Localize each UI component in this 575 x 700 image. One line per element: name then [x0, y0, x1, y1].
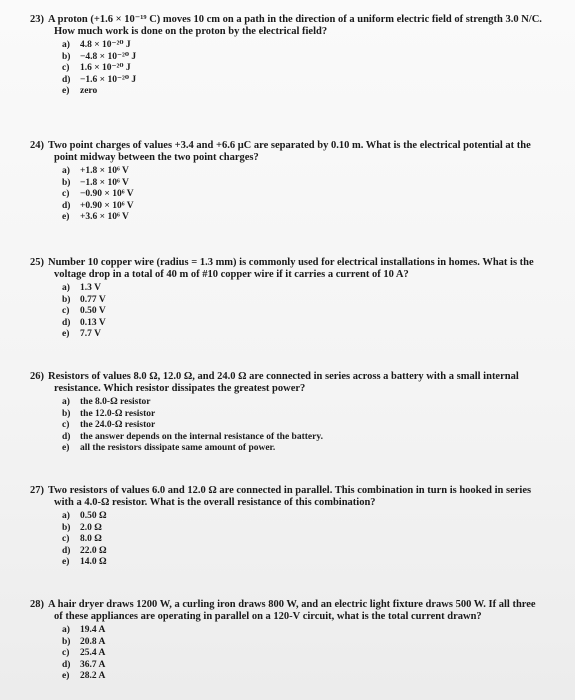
- option-text: 22.0 Ω: [80, 545, 107, 556]
- option-e[interactable]: [62, 671, 105, 683]
- option-text: 0.13 V: [80, 317, 106, 328]
- question-line-1: A proton (+1.6 × 10⁻¹⁹ C) moves 10 cm on a path in the direction of a uniform electric field of strength 3.0 N/C.: [48, 14, 542, 25]
- question-number: 28): [30, 599, 44, 610]
- option-a[interactable]: [62, 283, 106, 295]
- answer-options: [62, 166, 134, 224]
- option-b[interactable]: [62, 178, 134, 190]
- option-text: 1.6 × 10⁻²⁰ J: [80, 63, 131, 74]
- option-text: 1.3 V: [80, 283, 101, 293]
- option-letter: d): [62, 431, 71, 442]
- option-text: −0.90 × 10⁶ V: [80, 189, 134, 200]
- option-letter: e): [62, 212, 70, 223]
- option-text: −1.8 × 10⁶ V: [80, 177, 129, 188]
- option-a[interactable]: [62, 397, 323, 409]
- option-letter: c): [62, 63, 70, 74]
- answer-options: [62, 283, 106, 341]
- option-c[interactable]: [62, 420, 323, 432]
- option-d[interactable]: [62, 201, 134, 213]
- option-e[interactable]: [62, 329, 106, 341]
- option-d[interactable]: [62, 660, 105, 672]
- option-e[interactable]: [62, 557, 107, 569]
- option-b[interactable]: [62, 409, 323, 421]
- option-letter: d): [62, 74, 71, 85]
- answer-options: [62, 397, 323, 455]
- option-letter: b): [62, 408, 71, 419]
- option-b[interactable]: [62, 637, 105, 649]
- option-text: the 8.0-Ω resistor: [80, 397, 151, 407]
- option-text: +1.8 × 10⁶ V: [80, 166, 129, 176]
- question-number: 25): [30, 257, 44, 268]
- option-a[interactable]: [62, 166, 134, 178]
- option-letter: b): [62, 636, 71, 647]
- option-c[interactable]: [62, 648, 105, 660]
- option-letter: c): [62, 534, 70, 545]
- option-text: zero: [80, 86, 98, 97]
- question-text: [30, 140, 570, 164]
- option-text: 4.8 × 10⁻²⁰ J: [80, 40, 131, 50]
- question-text: [30, 485, 570, 509]
- option-a[interactable]: [62, 625, 105, 637]
- option-letter: d): [62, 200, 71, 211]
- option-letter: d): [62, 659, 71, 670]
- answer-options: [62, 625, 105, 683]
- option-a[interactable]: [62, 40, 136, 52]
- option-text: 8.0 Ω: [80, 534, 102, 545]
- option-letter: a): [62, 166, 70, 176]
- question-line-2: of these appliances are operating in parallel on a 120-V circuit, what is the total current drawn?: [54, 611, 482, 622]
- option-letter: a): [62, 625, 70, 635]
- option-text: 36.7 A: [80, 659, 106, 670]
- option-d[interactable]: [62, 546, 107, 558]
- option-c[interactable]: [62, 306, 106, 318]
- option-letter: a): [62, 283, 70, 293]
- option-letter: b): [62, 522, 71, 533]
- option-d[interactable]: [62, 432, 323, 444]
- option-text: 7.7 V: [80, 329, 101, 340]
- option-text: 0.50 Ω: [80, 511, 107, 521]
- answer-options: [62, 511, 107, 569]
- option-text: −4.8 × 10⁻²⁰ J: [80, 51, 137, 62]
- option-c[interactable]: [62, 63, 136, 75]
- question-number: 23): [30, 14, 44, 25]
- option-letter: d): [62, 317, 71, 328]
- question-line-2: voltage drop in a total of 40 m of #10 copper wire if it carries a current of 10 A?: [54, 269, 409, 280]
- option-text: 25.4 A: [80, 648, 106, 659]
- option-b[interactable]: [62, 52, 136, 64]
- option-letter: a): [62, 397, 70, 407]
- question-line-1: A hair dryer draws 1200 W, a curling iron draws 800 W, and an electric light fixture draws 500 W. If all three: [48, 599, 536, 610]
- option-text: +0.90 × 10⁶ V: [80, 200, 134, 211]
- option-c[interactable]: [62, 534, 107, 546]
- question-line-2: resistance. Which resistor dissipates the greatest power?: [54, 383, 306, 394]
- question-line-2: How much work is done on the proton by the electrical field?: [54, 26, 328, 37]
- option-letter: e): [62, 329, 70, 340]
- option-text: all the resistors dissipate same amount of power.: [80, 443, 276, 454]
- option-text: the 24.0-Ω resistor: [80, 420, 156, 431]
- option-text: 0.77 V: [80, 294, 106, 305]
- option-letter: e): [62, 86, 70, 97]
- option-c[interactable]: [62, 189, 134, 201]
- question-text: [30, 371, 570, 395]
- option-letter: c): [62, 189, 70, 200]
- option-text: 0.50 V: [80, 306, 106, 317]
- question-line-2: with a 4.0-Ω resistor. What is the overall resistance of this combination?: [54, 497, 376, 508]
- option-e[interactable]: [62, 443, 323, 455]
- option-e[interactable]: [62, 86, 136, 98]
- question-line-2: point midway between the two point charges?: [54, 152, 259, 163]
- option-b[interactable]: [62, 295, 106, 307]
- option-letter: e): [62, 557, 70, 568]
- question-text: [30, 257, 570, 281]
- question-line-1: Two resistors of values 6.0 and 12.0 Ω are connected in parallel. This combination in turn is hooked in series: [48, 485, 532, 496]
- question-number: 26): [30, 371, 44, 382]
- option-a[interactable]: [62, 511, 107, 523]
- question-text: [30, 14, 570, 38]
- option-letter: b): [62, 51, 71, 62]
- question-line-1: Resistors of values 8.0 Ω, 12.0 Ω, and 24.0 Ω are connected in series across a battery with a small internal: [48, 371, 519, 382]
- answer-options: [62, 40, 136, 98]
- option-letter: c): [62, 306, 70, 317]
- option-b[interactable]: [62, 523, 107, 535]
- option-letter: a): [62, 40, 70, 50]
- option-text: 28.2 A: [80, 671, 106, 682]
- option-text: 19.4 A: [80, 625, 106, 635]
- question-line-1: Number 10 copper wire (radius = 1.3 mm) is commonly used for electrical installations in homes. What is the: [48, 257, 534, 268]
- question-number: 27): [30, 485, 44, 496]
- option-text: +3.6 × 10⁶ V: [80, 212, 129, 223]
- question-line-1: Two point charges of values +3.4 and +6.6 μC are separated by 0.10 m. What is the electrical potential at the: [48, 140, 531, 151]
- option-letter: b): [62, 177, 71, 188]
- option-letter: a): [62, 511, 70, 521]
- option-letter: b): [62, 294, 71, 305]
- question-text: [30, 599, 570, 623]
- option-text: 20.8 A: [80, 636, 106, 647]
- option-text: the 12.0-Ω resistor: [80, 408, 156, 419]
- option-letter: d): [62, 545, 71, 556]
- option-letter: e): [62, 671, 70, 682]
- option-text: the answer depends on the internal resistance of the battery.: [80, 431, 323, 442]
- option-d[interactable]: [62, 75, 136, 87]
- option-d[interactable]: [62, 318, 106, 330]
- option-text: −1.6 × 10⁻²⁰ J: [80, 74, 137, 85]
- option-letter: c): [62, 420, 70, 431]
- question-number: 24): [30, 140, 44, 151]
- option-text: 2.0 Ω: [80, 522, 102, 533]
- option-text: 14.0 Ω: [80, 557, 107, 568]
- option-letter: c): [62, 648, 70, 659]
- option-e[interactable]: [62, 212, 134, 224]
- option-letter: e): [62, 443, 70, 454]
